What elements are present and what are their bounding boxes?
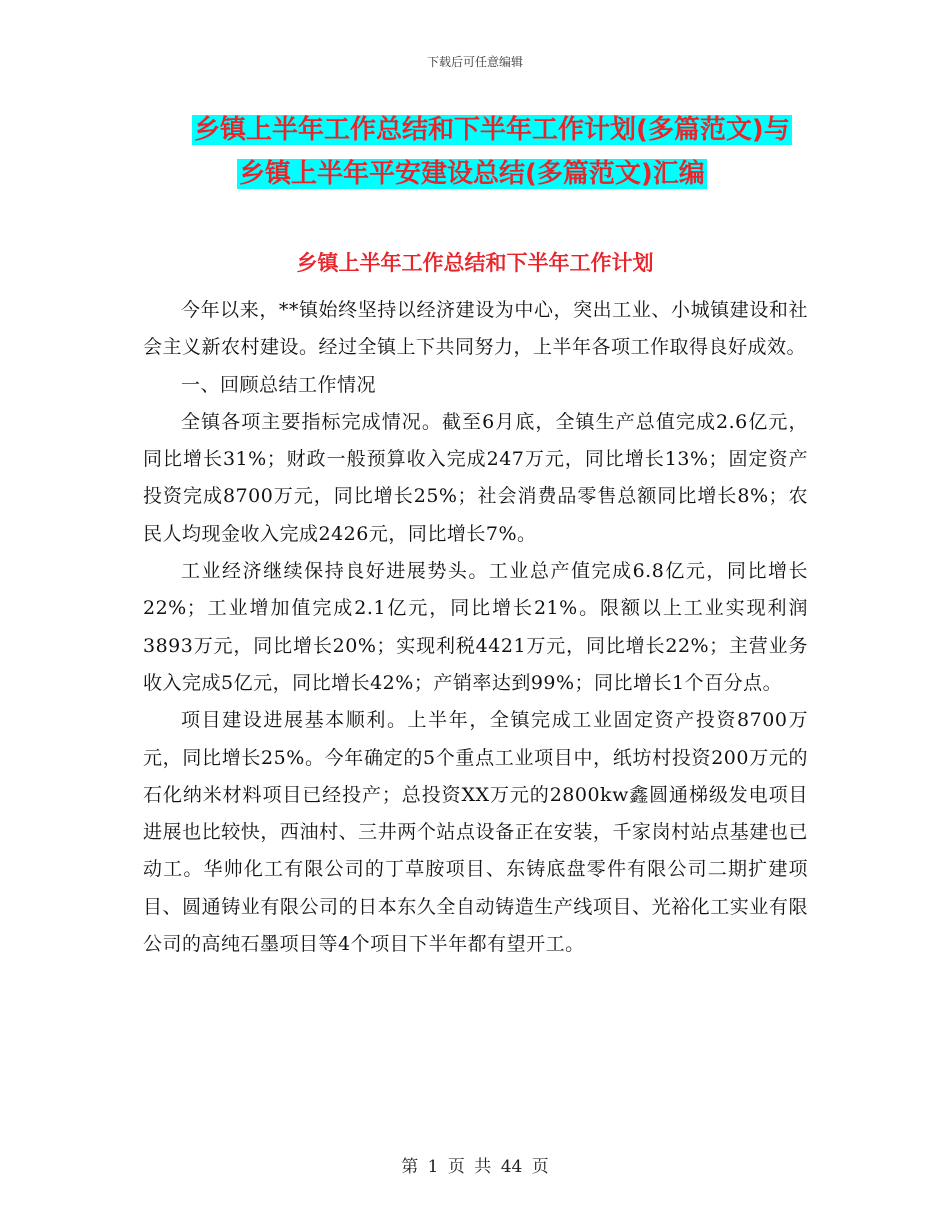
paragraph-intro: 今年以来，**镇始终坚持以经济建设为中心，突出工业、小城镇建设和社会主义新农村建设。经过全镇上下共同努力，上半年各项工作取得良好成效。 bbox=[143, 299, 808, 359]
page-header: 下载后可任意编辑 bbox=[426, 55, 523, 69]
paragraph-indicators: 全镇各项主要指标完成情况。截至6月底，全镇生产总值完成2.6亿元，同比增长31%；财政一般预算收入完成247万元，同比增长13%；固定资产投资完成8700万元，同比增长25%；社会消费品零售总额同比增长8%；农民人均现金收入完成2426元，同比增长7%。 bbox=[143, 410, 808, 545]
page-footer: 第 1 页 共 44 页 bbox=[401, 1157, 549, 1177]
title-line-1-text: 乡镇上半年工作总结和下半年工作计划(多篇范文)与 bbox=[194, 115, 790, 145]
title-line-2-text: 乡镇上半年平安建设总结(多篇范文)汇编 bbox=[239, 159, 705, 189]
document-title-line-2 bbox=[237, 154, 707, 194]
section-heading-review: 一、回顾总结工作情况 bbox=[181, 373, 377, 396]
document-title-line-1 bbox=[192, 110, 792, 150]
section-subtitle: 乡镇上半年工作总结和下半年工作计划 bbox=[296, 251, 654, 275]
document-body bbox=[143, 292, 808, 963]
paragraph-industry: 工业经济继续保持良好进展势头。工业总产值完成6.8亿元，同比增长22%；工业增加值完成2.1亿元，同比增长21%。限额以上工业实现利润3893万元，同比增长20%；实现利税4421万元，同比增长22%；主营业务收入完成5亿元，同比增长42%；产销率达到99%；同比增长1个百分点。 bbox=[143, 560, 808, 694]
paragraph-projects: 项目建设进展基本顺利。上半年，全镇完成工业固定资产投资8700万元，同比增长25%。今年确定的5个重点工业项目中，纸坊村投资200万元的石化纳米材料项目已经投产；总投资XX万元的2800kw鑫圆通梯级发电项目进展也比较快，西油村、三井两个站点设备正在安装，千家岗村站点基建也已动工。华帅化工有限公司的丁草胺项目、东铸底盘零件有限公司二期扩建项目、圆通铸业有限公司的日本东久全自动铸造生产线项目、光裕化工实业有限公司的高纯石墨项目等4个项目下半年都有望开工。 bbox=[143, 709, 808, 956]
